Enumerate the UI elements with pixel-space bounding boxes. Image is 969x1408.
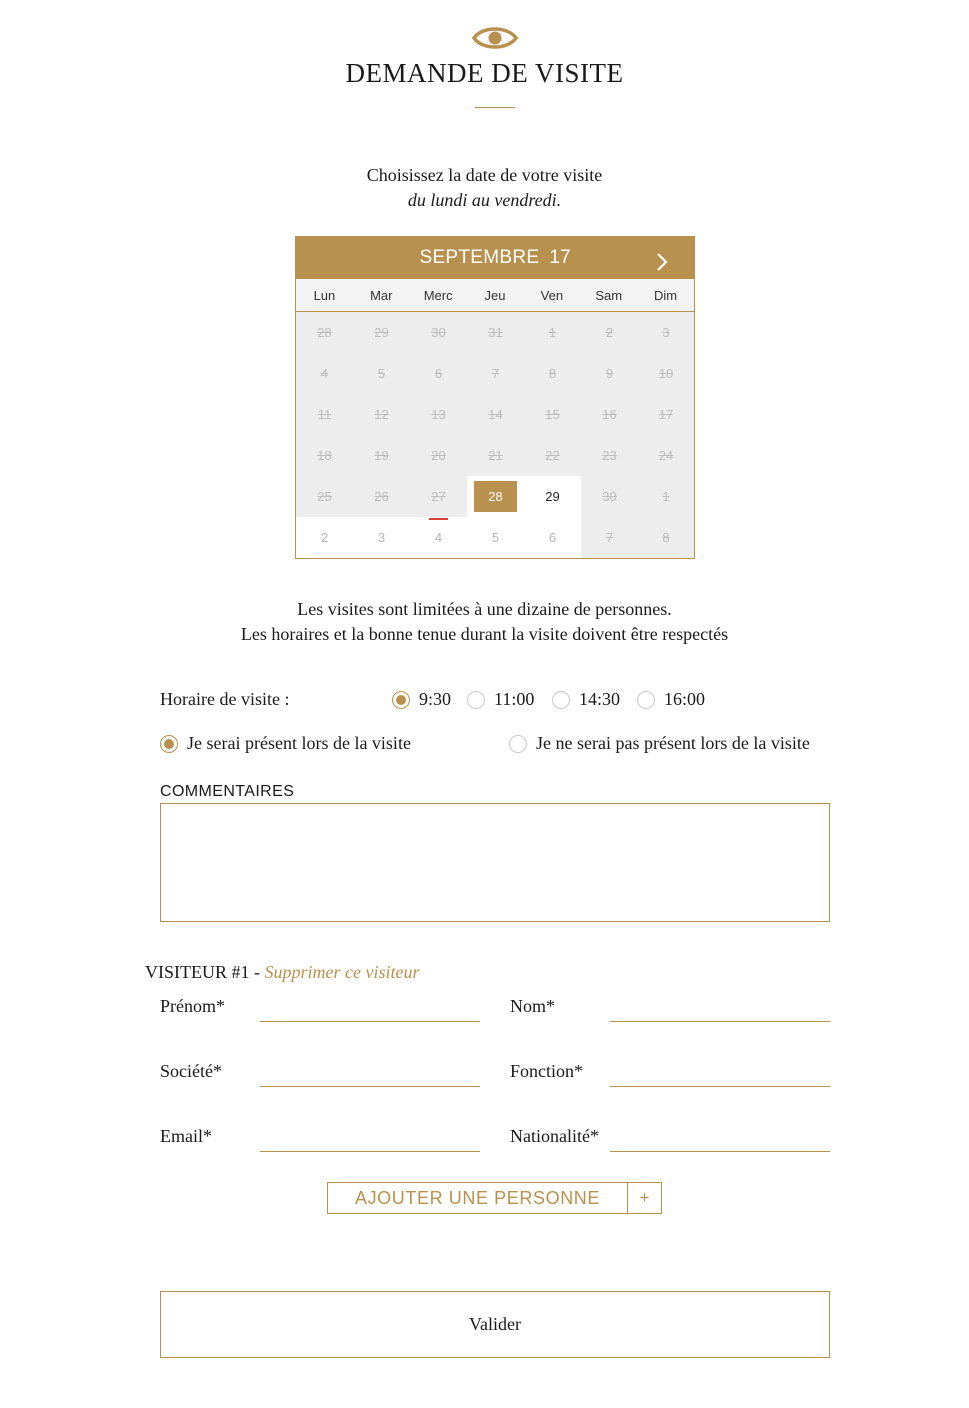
calendar-day (296, 435, 353, 476)
add-person-label: AJOUTER UNE PERSONNE (328, 1183, 628, 1213)
day-number: 23 (602, 448, 617, 463)
calendar-day (353, 476, 410, 517)
calendar-day (638, 476, 694, 517)
calendar-day (524, 394, 581, 435)
time-option-1600[interactable] (637, 689, 705, 710)
calendar-week (296, 476, 694, 517)
radio-icon (467, 691, 485, 709)
comments-label: COMMENTAIRES (160, 783, 295, 800)
calendar-day (467, 312, 524, 353)
day-number: 17 (658, 407, 674, 422)
day-number: 15 (545, 407, 560, 422)
day-number: 4 (434, 530, 443, 545)
notice-line-2: Les horaires et la bonne tenue durant la visite doivent être respectés (240, 624, 729, 644)
calendar-day (638, 394, 694, 435)
day-number: 8 (662, 530, 670, 545)
time-label: 11:00 (494, 689, 535, 709)
company-label: Société* (160, 1061, 222, 1081)
calendar-day (410, 353, 467, 394)
calendar-day (296, 312, 353, 353)
day-number: 27 (431, 489, 446, 504)
remove-visitor-link[interactable]: Supprimer ce visiteur (264, 962, 420, 982)
day-number: 22 (545, 448, 560, 463)
weekday-label: Sam (595, 288, 623, 303)
time-label: 14:30 (579, 689, 621, 709)
day-number: 29 (374, 325, 389, 340)
day-number: 3 (377, 530, 386, 545)
eye-icon (472, 22, 518, 54)
day-number: 9 (605, 366, 614, 381)
calendar-day (410, 476, 467, 517)
day-number: 28 (317, 325, 332, 340)
firstname-input[interactable] (260, 996, 480, 1022)
role-input[interactable] (610, 1061, 830, 1087)
day-number: 5 (377, 366, 386, 381)
calendar-day[interactable] (467, 517, 524, 558)
presence-option-absent[interactable] (509, 733, 810, 754)
weekday-label: Dim (654, 288, 678, 303)
radio-checked-icon (392, 691, 410, 709)
email-input[interactable] (260, 1126, 480, 1152)
lastname-label: Nom* (510, 996, 555, 1016)
page-title: DEMANDE DE VISITE (345, 58, 624, 88)
calendar-day (581, 353, 638, 394)
day-number: 25 (317, 489, 332, 504)
role-label: Fonction* (510, 1061, 584, 1081)
day-number: 2 (605, 325, 614, 340)
visitor-title: VISITEUR #1 - (145, 962, 265, 982)
calendar-week (296, 435, 694, 476)
radio-icon (509, 735, 527, 753)
day-number: 26 (374, 489, 389, 504)
calendar-day (467, 394, 524, 435)
day-number: 1 (662, 489, 670, 504)
calendar-day[interactable] (467, 476, 524, 517)
plus-icon: + (639, 1188, 650, 1207)
presence-option-present[interactable] (160, 733, 411, 754)
day-number: 14 (488, 407, 503, 422)
day-number: 7 (605, 530, 614, 545)
calendar-day (353, 435, 410, 476)
calendar-day (524, 312, 581, 353)
calendar-day[interactable] (524, 476, 581, 517)
calendar-days (296, 312, 694, 558)
calendar-day (638, 517, 694, 558)
time-option-0930[interactable] (392, 689, 451, 710)
visit-notice (0, 597, 969, 647)
day-number: 24 (658, 448, 674, 463)
intro-text (0, 163, 969, 213)
day-number: 30 (431, 325, 446, 340)
day-number: 13 (431, 407, 446, 422)
calendar-day (581, 394, 638, 435)
calendar-day (353, 353, 410, 394)
day-number: 4 (320, 366, 329, 381)
chevron-right-icon[interactable] (652, 247, 672, 269)
company-input[interactable] (260, 1061, 480, 1087)
day-number: 3 (662, 325, 670, 340)
title-divider (475, 107, 515, 108)
intro-line-1: Choisissez la date de votre visite (366, 165, 603, 185)
calendar-day[interactable] (296, 517, 353, 558)
weekday-label: Lun (313, 288, 336, 303)
calendar-week (296, 353, 694, 394)
radio-icon (637, 691, 655, 709)
day-number: 1 (548, 325, 557, 340)
calendar-day (581, 435, 638, 476)
day-number: 7 (491, 366, 500, 381)
calendar-day[interactable] (353, 517, 410, 558)
radio-checked-icon (160, 735, 178, 753)
time-option-1430[interactable] (552, 689, 620, 710)
day-number: 2 (320, 530, 329, 545)
day-number: 16 (602, 407, 617, 422)
calendar-day (410, 394, 467, 435)
radio-icon (552, 691, 570, 709)
calendar-day (524, 435, 581, 476)
calendar-day (296, 353, 353, 394)
day-number: 29 (545, 489, 560, 504)
calendar-day (638, 312, 694, 353)
day-number: 11 (317, 407, 332, 422)
calendar-day (296, 394, 353, 435)
day-number: 28 (474, 481, 517, 512)
schedule-label: Horaire de visite : (160, 689, 290, 709)
day-number: 21 (488, 448, 503, 463)
calendar-day (353, 394, 410, 435)
presence-label: Je serai présent lors de la visite (187, 733, 411, 753)
day-number: 5 (491, 530, 500, 545)
nationality-label: Nationalité* (510, 1126, 599, 1146)
calendar-day (296, 476, 353, 517)
day-number: 18 (317, 448, 332, 463)
submit-button[interactable]: Valider (160, 1291, 830, 1358)
calendar-day[interactable] (524, 517, 581, 558)
weekday-label: Merc (423, 288, 453, 303)
day-number: 30 (602, 489, 617, 504)
calendar-header (296, 237, 694, 279)
presence-label: Je ne serai pas présent lors de la visite (536, 733, 810, 753)
weekday-label: Jeu (484, 288, 506, 303)
calendar-week (296, 517, 694, 558)
day-number: 31 (488, 325, 503, 340)
calendar-day (581, 312, 638, 353)
day-number: 10 (658, 366, 674, 381)
calendar-day (467, 435, 524, 476)
calendar-weekdays (296, 279, 694, 312)
calendar-week (296, 394, 694, 435)
email-label: Email* (160, 1126, 212, 1146)
time-label: 16:00 (664, 689, 706, 709)
weekday-label: Mar (370, 288, 393, 303)
date-picker-calendar (295, 236, 695, 559)
day-number: 12 (374, 407, 389, 422)
day-number: 20 (431, 448, 446, 463)
day-number: 19 (374, 448, 389, 463)
calendar-day (524, 353, 581, 394)
firstname-label: Prénom* (160, 996, 225, 1016)
intro-line-2: du lundi au vendredi. (407, 190, 562, 210)
calendar-year: 17 (549, 247, 571, 268)
calendar-week (296, 312, 694, 353)
lastname-input[interactable] (610, 996, 830, 1022)
calendar-day (467, 353, 524, 394)
nationality-input[interactable] (610, 1126, 830, 1152)
add-person-button[interactable] (327, 1182, 662, 1214)
time-label: 9:30 (419, 689, 452, 709)
calendar-day (410, 435, 467, 476)
day-number: 6 (548, 530, 557, 545)
calendar-day (410, 312, 467, 353)
notice-line-1: Les visites sont limitées à une dizaine de personnes. (297, 599, 672, 619)
calendar-day (638, 353, 694, 394)
day-number: 6 (434, 366, 443, 381)
calendar-day (353, 312, 410, 353)
calendar-day[interactable] (410, 517, 467, 558)
calendar-day (581, 517, 638, 558)
calendar-month: SEPTEMBRE (419, 247, 540, 268)
time-option-1100[interactable] (467, 689, 534, 710)
weekday-label: Ven (540, 288, 564, 303)
visitor-heading (145, 962, 419, 983)
calendar-day (581, 476, 638, 517)
comments-textarea[interactable] (160, 803, 830, 922)
day-number: 8 (548, 366, 557, 381)
calendar-day (638, 435, 694, 476)
